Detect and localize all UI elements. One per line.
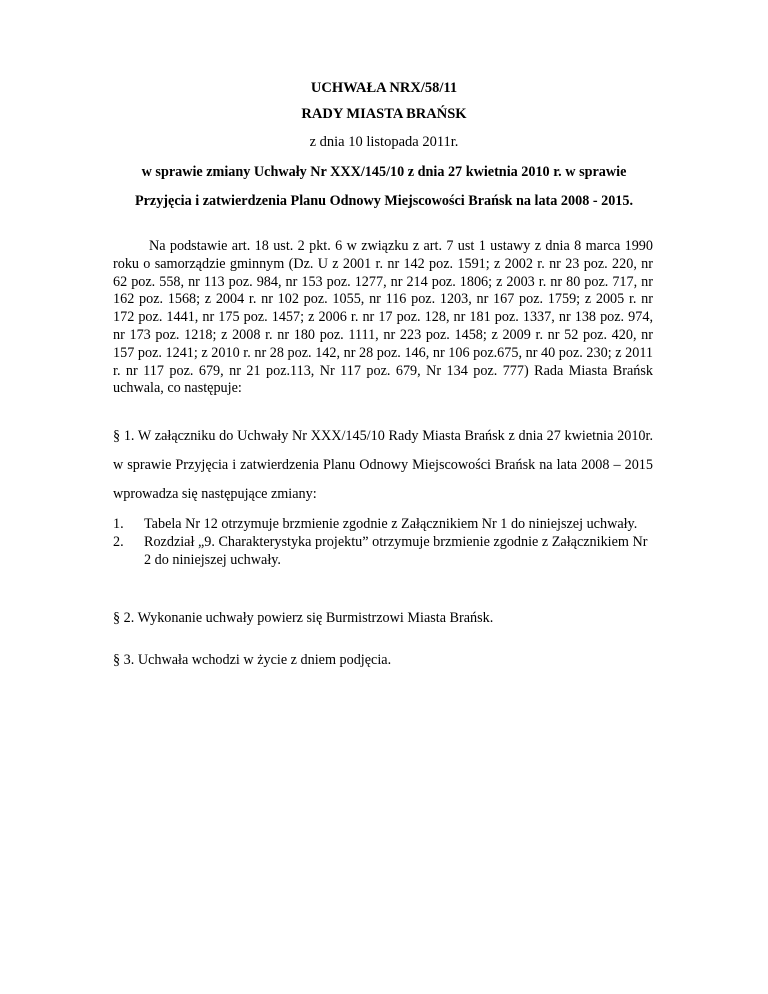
paragraph-2: § 2. Wykonanie uchwały powierz się Burmistrzowi Miasta Brańsk. <box>113 610 494 626</box>
resolution-date: z dnia 10 listopada 2011r. <box>309 134 459 150</box>
legal-basis-paragraph: Na podstawie art. 18 ust. 2 pkt. 6 w związku z art. 7 ust 1 ustawy z dnia 8 marca 1990 roku o samorządzie gminnym (Dz. U z 2001 r. nr 142 poz. 1591; z 2002 r. nr 23 poz. 220, nr 62 poz. 558, nr 113 poz. 984, nr 153 poz. 1277, nr 214 poz. 1806; z 2003 r. nr 80 poz. 717, nr 162 poz. 1568; z 2004 r. nr 102 poz. 1055, nr 116 poz. 1203, nr 167 poz. 1759; z 2005 r. nr 172 poz. 1441, nr 175 poz. 1457; z 2006 r. nr 17 poz. 128, nr 181 poz. 1337, nr 138 poz. 974, nr 173 poz. 1218; z 2008 r. nr 180 poz. 1111, nr 223 poz. 1458; z 2009 r. nr 52 poz. 420, nr 157 poz. 1241; z 2010 r. nr 28 poz. 142, nr 28 poz. 146, nr 106 poz.675, nr 40 poz. 230; z 2011 r. nr 117 poz. 679, nr 21 poz.113, Nr 117 poz. 679, Nr 134 poz. 777) Rada Miasta Brańsk uchwala, co następuje: <box>113 238 653 397</box>
list-item <box>113 516 653 534</box>
issuing-council: RADY MIASTA BRAŃSK <box>301 106 467 122</box>
paragraph-3: § 3. Uchwała wchodzi w życie z dniem podjęcia. <box>113 652 392 668</box>
list-item-number: 2. <box>113 533 124 550</box>
paragraph-1: § 1. W załączniku do Uchwały Nr XXX/145/10 Rady Miasta Brańsk z dnia 27 kwietnia 2010r. w sprawie Przyjęcia i zatwierdzenia Planu Odnowy Miejscowości Brańsk na lata 2008 – 2015 wprowadza się następujące zmiany: <box>113 428 653 502</box>
list-item <box>113 534 653 570</box>
changes-list <box>113 516 653 569</box>
list-item-text: Tabela Nr 12 otrzymuje brzmienie zgodnie z Załącznikiem Nr 1 do niniejszej uchwały. <box>144 516 638 532</box>
subject-line-1: w sprawie zmiany Uchwały Nr XXX/145/10 z dnia 27 kwietnia 2010 r. w sprawie <box>141 164 627 180</box>
resolution-subject <box>60 158 708 216</box>
list-item-number: 1. <box>113 516 124 532</box>
resolution-number: UCHWAŁA NRX/58/11 <box>310 80 458 96</box>
list-item-text: Rozdział „9. Charakterystyka projektu” otrzymuje brzmienie zgodnie z Załącznikiem Nr 2 do niniejszej uchwały. <box>144 533 648 568</box>
subject-line-2: Przyjęcia i zatwierdzenia Planu Odnowy Miejscowości Brańsk na lata 2008 - 2015. <box>134 193 634 209</box>
